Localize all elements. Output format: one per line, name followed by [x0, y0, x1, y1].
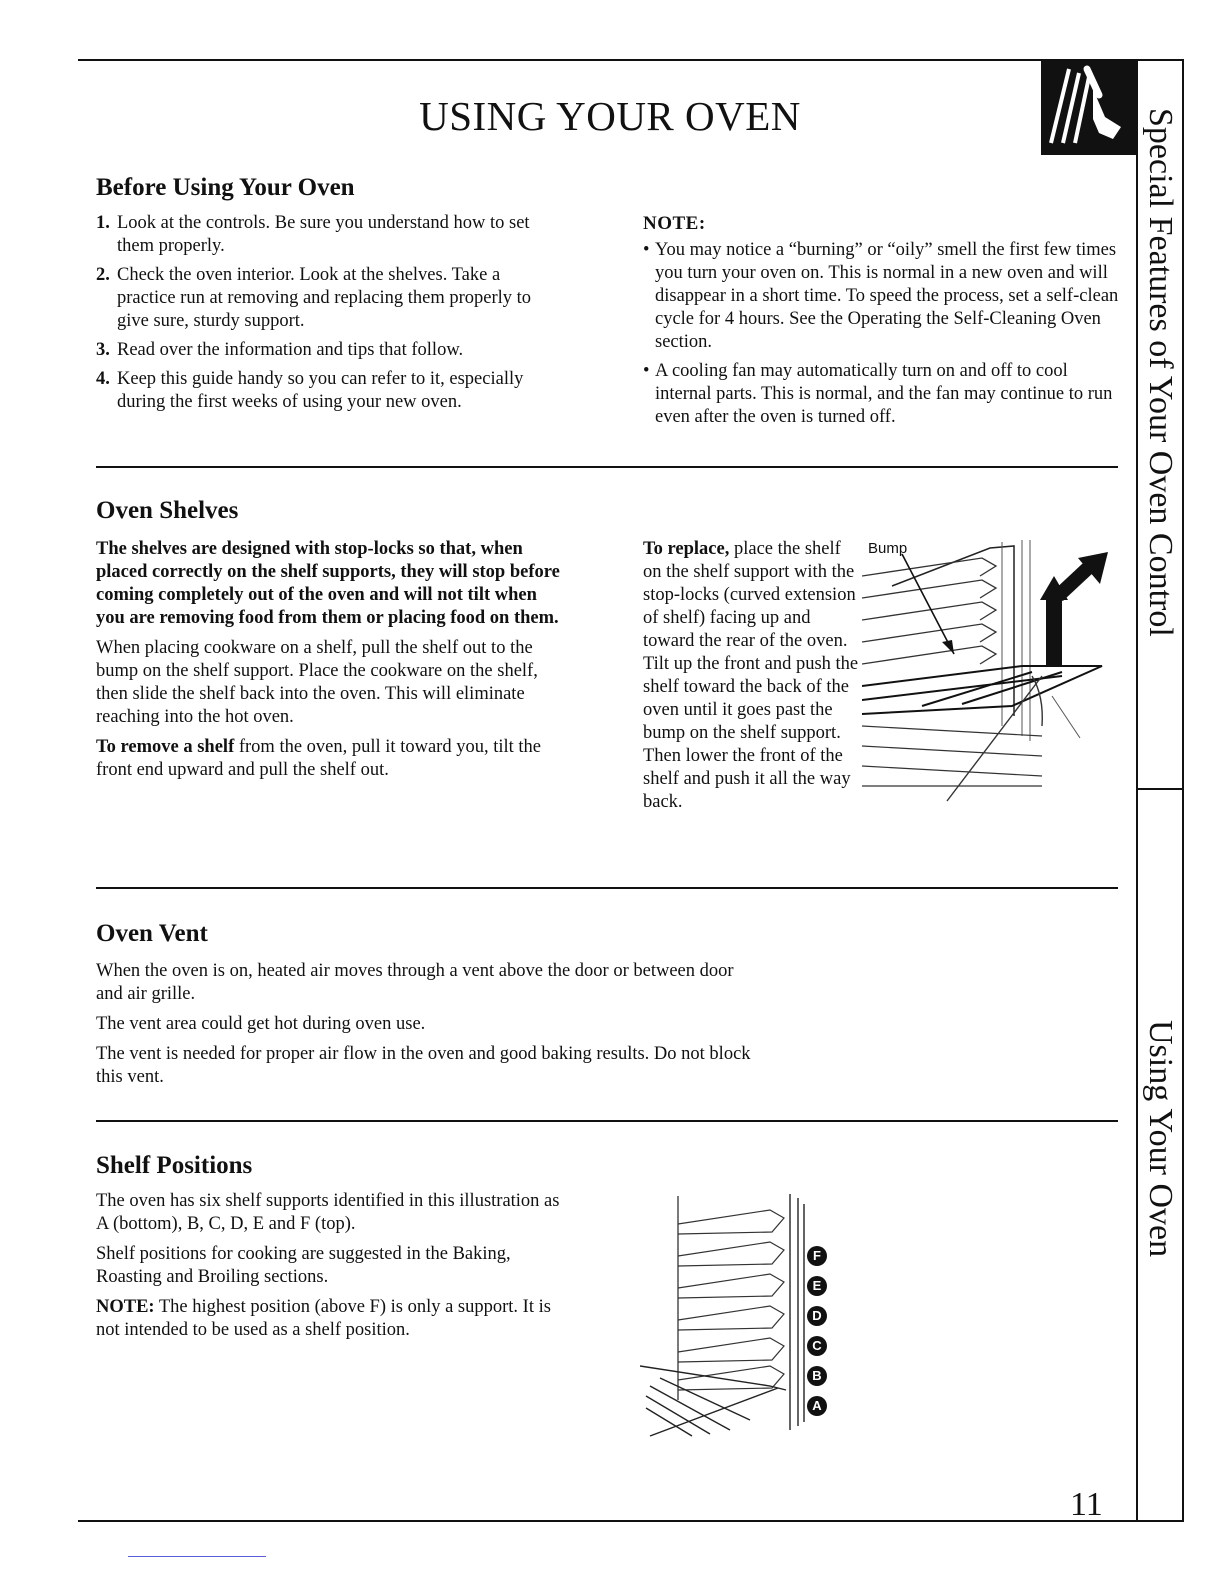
shelf-replace-illustration	[862, 536, 1120, 814]
side-tab-special-features	[1137, 108, 1183, 748]
before-using-note	[643, 212, 1121, 435]
list-item: • You may notice a “burning” or “oily” smell the first few times you turn your oven on. This is normal in a new oven and will disappear in a short time. To speed the process, set a self-clean cycle for 4 hours. See the Operating the Self-Cleaning Oven section.	[643, 239, 1121, 354]
positions-note: NOTE: The highest position (above F) is only a support. It is not intended to be used as a shelf position.	[96, 1297, 551, 1340]
position-badge-a: A	[807, 1396, 827, 1416]
footer-link-line[interactable]	[128, 1556, 266, 1557]
positions-para: Shelf positions for cooking are suggested in the Baking, Roasting and Broiling sections.	[96, 1244, 511, 1287]
oven-shelves-left	[96, 538, 568, 789]
section-divider	[96, 1120, 1118, 1122]
page-number: 11	[1070, 1486, 1103, 1523]
replace-shelf-para: To replace, place the shelf on the shelf support with the stop-locks (curved extension of shelf) facing up and toward the rear of the oven. Tilt up the front and push the shelf toward the back of the oven until it goes past the bump on the shelf support. Then lower the front of the shelf and push it all the way back.	[643, 539, 859, 812]
bottom-rule	[78, 1520, 1184, 1522]
top-rule	[78, 59, 1184, 61]
page-title: USING YOUR OVEN	[419, 93, 801, 139]
vent-para: The vent area could get hot during oven use.	[96, 1014, 426, 1034]
oven-vent-heading: Oven Vent	[96, 920, 208, 947]
shelves-intro: The shelves are designed with stop-locks so that, when placed correctly on the shelf supports, they will stop before coming completely out of the oven and will not tilt when you are removing food from them or placing food on them.	[96, 539, 560, 628]
list-item: 3. Read over the information and tips that follow.	[96, 340, 464, 360]
position-badges	[807, 1246, 833, 1416]
bump-label: Bump	[868, 540, 908, 557]
remove-shelf-para: To remove a shelf from the oven, pull it toward you, tilt the front end upward and pull the shelf out.	[96, 737, 541, 780]
list-item: 2. Check the oven interior. Look at the shelves. Take a practice run at removing and replacing them properly to give sure, sturdy support.	[96, 265, 532, 331]
oven-shelves-heading: Oven Shelves	[96, 497, 239, 524]
section-divider	[96, 887, 1118, 889]
position-badge-e: E	[807, 1276, 827, 1296]
note-heading: NOTE:	[643, 213, 706, 234]
position-badge-c: C	[807, 1336, 827, 1356]
vent-para: The vent is needed for proper air flow in the oven and good baking results. Do not block this vent.	[96, 1044, 751, 1087]
before-using-heading: Before Using Your Oven	[96, 174, 355, 201]
before-using-steps	[96, 212, 536, 420]
vent-para: When the oven is on, heated air moves through a vent above the door or between door and air grille.	[96, 961, 734, 1004]
positions-para: The oven has six shelf supports identified in this illustration as A (bottom), B, C, D, E and F (top).	[96, 1191, 560, 1234]
shelf-positions-heading: Shelf Positions	[96, 1152, 253, 1179]
shelf-positions-text	[96, 1190, 574, 1349]
list-item: • A cooling fan may automatically turn on and off to cool internal parts. This is normal, and the fan may continue to run even after the oven is turned off.	[643, 360, 1121, 429]
shelf-figure-svg	[862, 536, 1120, 814]
section-divider	[96, 466, 1118, 468]
side-tab-top-label: Special Features of Your Oven Control	[1142, 108, 1179, 637]
position-badge-b: B	[807, 1366, 827, 1386]
position-badge-d: D	[807, 1306, 827, 1326]
side-tab-using-oven	[1137, 1020, 1183, 1320]
list-item: 1. Look at the controls. Be sure you understand how to set them properly.	[96, 213, 530, 256]
side-tab-bottom-label: Using Your Oven	[1142, 1020, 1179, 1258]
position-badge-f: F	[807, 1246, 827, 1266]
shelves-para: When placing cookware on a shelf, pull the shelf out to the bump on the shelf support. Place the cookware on the shelf, then slide the shelf back into the oven. This will eliminate reaching into the hot oven.	[96, 638, 538, 727]
hand-touch-icon	[1041, 59, 1137, 155]
list-item: 4. Keep this guide handy so you can refer to it, especially during the first weeks of using your new oven.	[96, 369, 524, 412]
oven-vent-text	[96, 960, 758, 1096]
shelf-positions-illustration	[640, 1190, 840, 1438]
tab-divider	[1136, 788, 1184, 790]
